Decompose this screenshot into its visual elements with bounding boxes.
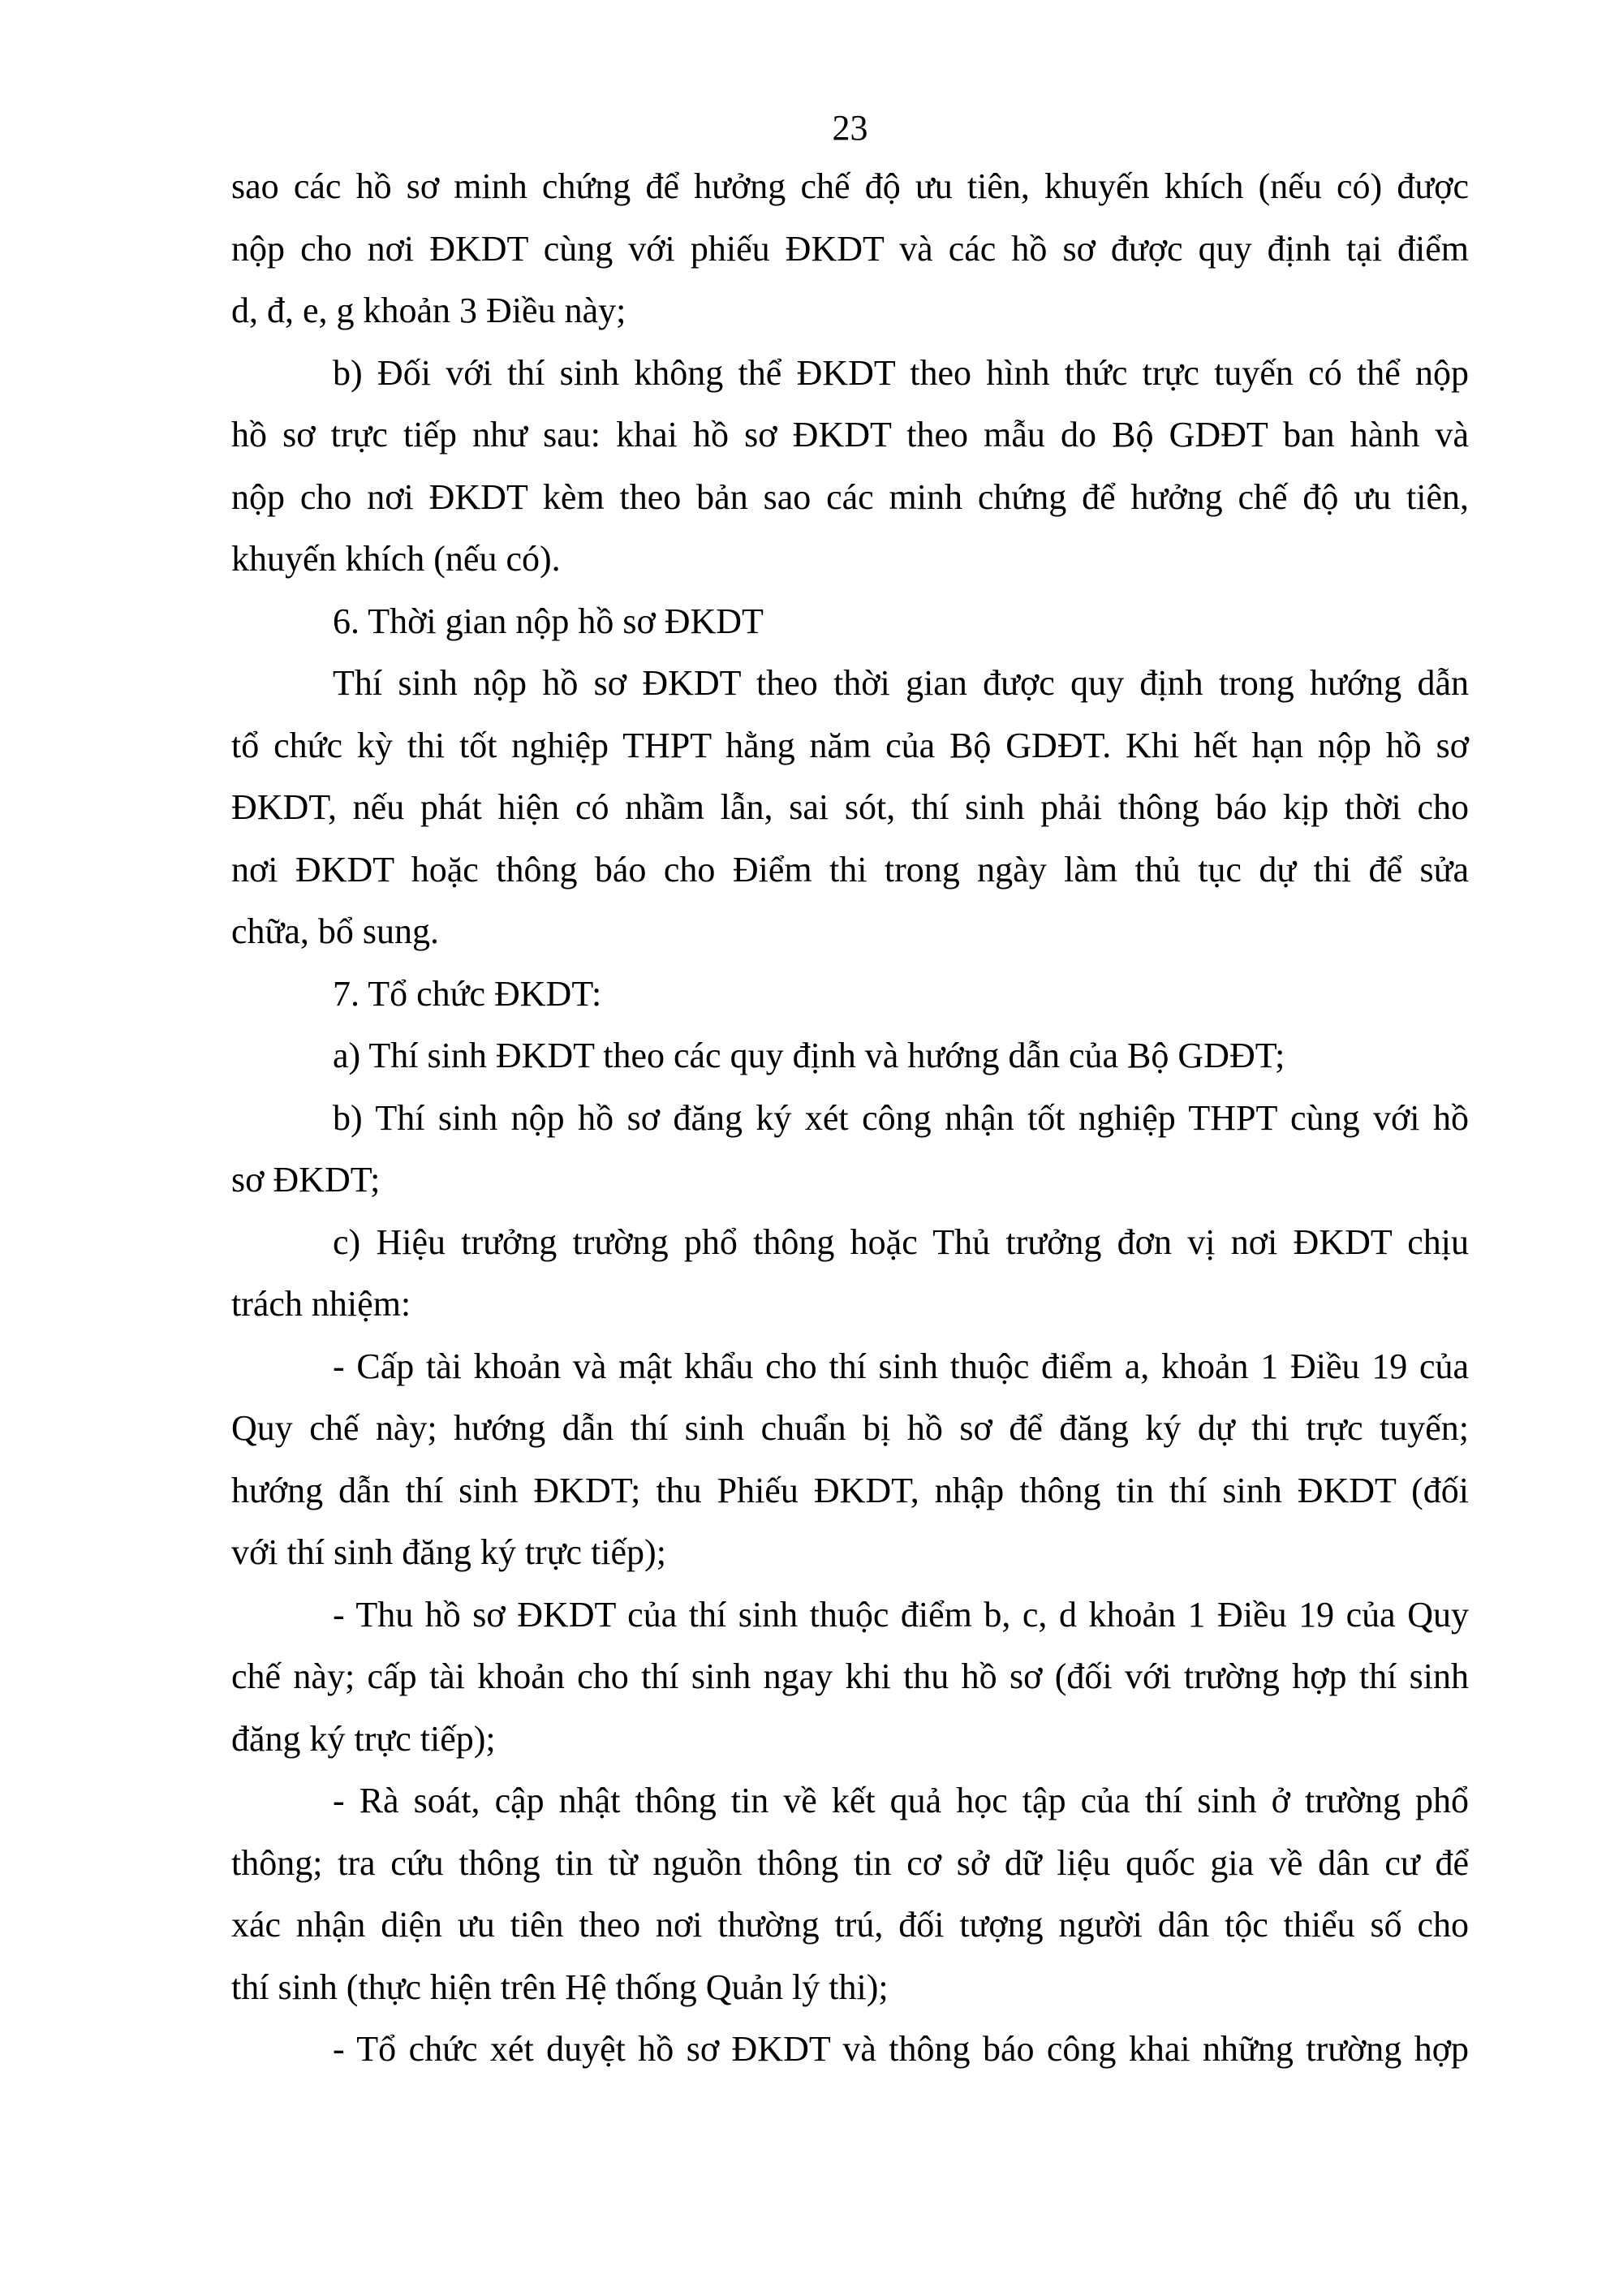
text-line: trách nhiệm:: [231, 1284, 411, 1324]
paragraph: [231, 963, 1469, 1026]
paragraph: [231, 2018, 1469, 2081]
text-line: - Tổ chức xét duyệt hồ sơ ĐKDT và thông báo công khai những trường hợp: [333, 2029, 1469, 2069]
text-line: thông; tra cứu thông tin từ nguồn thông tin cơ sở dữ liệu quốc gia về dân cư để: [231, 1842, 1469, 1883]
text-line: khuyến khích (nếu có).: [231, 539, 561, 579]
text-line: đăng ký trực tiếp);: [231, 1718, 496, 1759]
text-line: hướng dẫn thí sinh ĐKDT; thu Phiếu ĐKDT, nhập thông tin thí sinh ĐKDT (đối: [231, 1470, 1469, 1510]
text-line: Quy chế này; hướng dẫn thí sinh chuẩn bị hồ sơ để đăng ký dự thi trực tuyến;: [231, 1408, 1469, 1448]
text-line: d, đ, e, g khoản 3 Điều này;: [231, 291, 626, 330]
text-line: tổ chức kỳ thi tốt nghiệp THPT hằng năm của Bộ GDĐT. Khi hết hạn nộp hồ sơ: [231, 725, 1469, 765]
text-line: hồ sơ trực tiếp như sau: khai hồ sơ ĐKDT theo mẫu do Bộ GDĐT ban hành và: [231, 415, 1469, 454]
text-line: ĐKDT, nếu phát hiện có nhầm lẫn, sai sót, thí sinh phải thông báo kịp thời cho: [231, 787, 1469, 827]
paragraph: [231, 1088, 1469, 1212]
text-line: 7. Tổ chức ĐKDT:: [333, 973, 602, 1014]
text-line: c) Hiệu trưởng trường phổ thông hoặc Thủ trưởng đơn vị nơi ĐKDT chịu: [333, 1221, 1469, 1262]
text-line: - Cấp tài khoản và mật khẩu cho thí sinh thuộc điểm a, khoản 1 Điều 19 của: [333, 1346, 1469, 1386]
paragraph: [231, 1025, 1469, 1088]
paragraph: [231, 1336, 1469, 1584]
paragraph: [231, 591, 1469, 653]
text-line: với thí sinh đăng ký trực tiếp);: [231, 1532, 666, 1572]
text-line: - Thu hồ sơ ĐKDT của thí sinh thuộc điểm b, c, d khoản 1 Điều 19 của Quy: [333, 1594, 1469, 1635]
text-line: nơi ĐKDT hoặc thông báo cho Điểm thi trong ngày làm thủ tục dự thi để sửa: [231, 849, 1469, 890]
page-number: 23: [832, 108, 868, 148]
text-line: nộp cho nơi ĐKDT kèm theo bản sao các minh chứng để hưởng chế độ ưu tiên,: [231, 476, 1469, 517]
paragraph: [231, 653, 1469, 963]
text-line: thí sinh (thực hiện trên Hệ thống Quản lý thi);: [231, 1966, 889, 2007]
paragraph: [231, 1770, 1469, 2018]
text-line: - Rà soát, cập nhật thông tin về kết quả học tập của thí sinh ở trường phổ: [333, 1781, 1469, 1820]
text-line: sơ ĐKDT;: [231, 1160, 381, 1200]
text-line: b) Đối với thí sinh không thể ĐKDT theo hình thức trực tuyến có thể nộp: [333, 352, 1469, 393]
text-line: xác nhận diện ưu tiên theo nơi thường trú, đối tượng người dân tộc thiểu số cho: [231, 1905, 1469, 1945]
paragraph: [231, 1584, 1469, 1771]
text-line: 6. Thời gian nộp hồ sơ ĐKDT: [333, 601, 764, 641]
text-line: sao các hồ sơ minh chứng để hưởng chế độ ưu tiên, khuyến khích (nếu có) được: [231, 166, 1469, 206]
text-line: chế này; cấp tài khoản cho thí sinh ngay khi thu hồ sơ (đối với trường hợp thí sinh: [231, 1656, 1469, 1696]
text-column: [231, 106, 1469, 2081]
text-line: a) Thí sinh ĐKDT theo các quy định và hướng dẫn của Bộ GDĐT;: [333, 1036, 1285, 1075]
paragraph: [231, 1212, 1469, 1336]
text-line: nộp cho nơi ĐKDT cùng với phiếu ĐKDT và các hồ sơ được quy định tại điểm: [231, 228, 1469, 269]
paragraph: [231, 342, 1469, 591]
paragraph: [231, 156, 1469, 342]
text-line: chữa, bổ sung.: [231, 911, 440, 951]
text-line: Thí sinh nộp hồ sơ ĐKDT theo thời gian được quy định trong hướng dẫn: [333, 663, 1469, 703]
paragraphs: [231, 156, 1469, 2081]
text-line: b) Thí sinh nộp hồ sơ đăng ký xét công nhận tốt nghiệp THPT cùng với hồ: [333, 1097, 1469, 1138]
